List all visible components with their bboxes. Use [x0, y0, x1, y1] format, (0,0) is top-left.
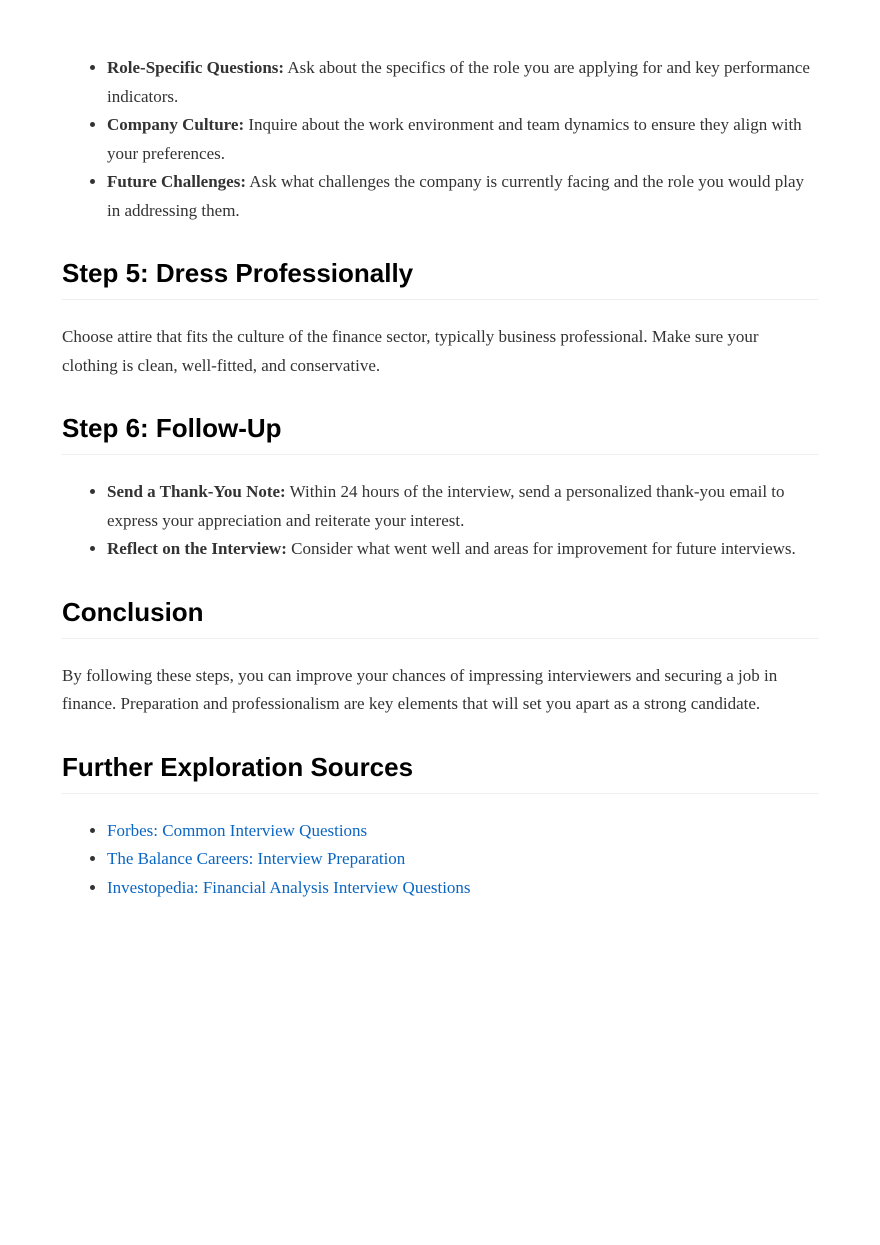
- source-link-investopedia[interactable]: Investopedia: Financial Analysis Interview Questions: [107, 877, 471, 897]
- list-item: [107, 817, 818, 846]
- list-item: [107, 535, 818, 564]
- list-item: [107, 874, 818, 903]
- conclusion-heading: Conclusion: [62, 597, 818, 639]
- item-term: Reflect on the Interview:: [107, 539, 287, 558]
- item-text: Consider what went well and areas for improvement for future interviews.: [286, 539, 796, 558]
- sources-heading: Further Exploration Sources: [62, 752, 818, 794]
- list-item: [107, 111, 818, 168]
- item-term: Company Culture:: [107, 115, 245, 134]
- list-item: [107, 845, 818, 874]
- list-item: [107, 168, 818, 225]
- item-term: Send a Thank-You Note:: [107, 482, 286, 501]
- source-link-forbes[interactable]: Forbes: Common Interview Questions: [107, 820, 368, 840]
- list-item: [107, 54, 818, 111]
- item-text: Ask what challenges the company is currently facing and the role you would play in addressing them.: [107, 172, 805, 220]
- conclusion-paragraph: By following these steps, you can improve your chances of impressing interviewers and securing a job in finance. Preparation and professionalism are key elements that will set you apart as a strong candidate.: [62, 665, 778, 713]
- step6-heading: Step 6: Follow-Up: [62, 413, 818, 455]
- item-text: Within 24 hours of the interview, send a personalized thank-you email to express your appreciation and reiterate your interest.: [107, 482, 785, 530]
- item-term: Role-Specific Questions:: [107, 58, 285, 77]
- item-text: Inquire about the work environment and team dynamics to ensure they align with your preferences.: [107, 115, 802, 163]
- questions-list: [62, 54, 818, 225]
- item-text: Ask about the specifics of the role you are applying for and key performance indicators.: [107, 58, 810, 106]
- list-item: [107, 478, 818, 535]
- step5-paragraph: Choose attire that fits the culture of the finance sector, typically business professional. Make sure your clothing is clean, well-fitted, and conservative.: [62, 327, 759, 375]
- sources-list: [62, 817, 818, 903]
- step5-heading: Step 5: Dress Professionally: [62, 258, 818, 300]
- item-term: Future Challenges:: [107, 172, 246, 191]
- followup-list: [62, 478, 818, 564]
- source-link-balance-careers[interactable]: The Balance Careers: Interview Preparation: [107, 849, 406, 868]
